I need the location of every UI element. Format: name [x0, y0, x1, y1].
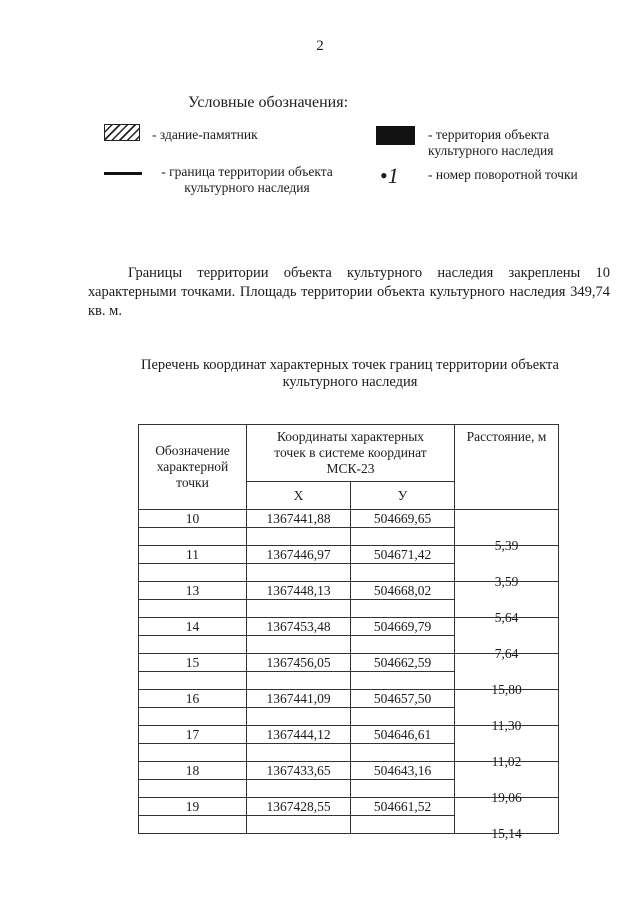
table-row: 13 1367448,13 504668,02 5,64	[139, 582, 559, 600]
coordinates-list-title: Перечень координат характерных точек границ территории объекта культурного наследия	[141, 357, 559, 390]
header-y: У	[351, 482, 455, 510]
coordinates-table	[138, 424, 559, 841]
table-row: 19 1367428,55 504661,52 15,14	[139, 798, 559, 816]
header-distance: Расстояние, м	[455, 425, 559, 510]
legend-monument-label: - здание-памятник	[152, 127, 258, 142]
distance-cell: 5,64	[455, 582, 559, 618]
header-coordinates: Координаты характерных точек в системе координат МСК-23	[247, 425, 455, 482]
legend-territory-label: - территория объекта культурного наследия	[428, 127, 554, 158]
distance-cell: 15,80	[455, 654, 559, 690]
distance-cell: 7,64	[455, 618, 559, 654]
table-row: 15 1367456,05 504662,59 15,80	[139, 654, 559, 672]
black-rect-icon	[376, 126, 415, 145]
table-row: 17 1367444,12 504646,61 11,02	[139, 726, 559, 744]
legend-turn-point-label: - номер поворотной точки	[428, 167, 578, 182]
table-row: 18 1367433,65 504643,16 19,06	[139, 762, 559, 780]
table-row: 14 1367453,48 504669,79 7,64	[139, 618, 559, 636]
distance-cell: 15,14	[455, 798, 559, 834]
boundary-paragraph: Границы территории объекта культурного наследия закреплены 10 характерными точками. Площадь территории объекта культурного наследия 349,74 кв. м.	[88, 265, 610, 319]
distance-cell: 5,39	[455, 510, 559, 546]
table-row: 16 1367441,09 504657,50 11,30	[139, 690, 559, 708]
header-point: Обозначение характерной точки	[139, 425, 247, 510]
table-row: 11 1367446,97 504671,42 3,59	[139, 546, 559, 564]
distance-cell: 11,30	[455, 690, 559, 726]
distance-cell: 11,02	[455, 726, 559, 762]
table-row: 10 1367441,88 504669,65 5,39	[139, 510, 559, 528]
page-number: 2	[316, 38, 324, 54]
legend-border-label: - граница территории объекта культурного наследия	[161, 164, 333, 195]
border-line-icon	[104, 172, 142, 175]
header-x: X	[247, 482, 351, 510]
hatched-box-icon	[104, 124, 140, 141]
distance-cell: 19,06	[455, 762, 559, 798]
distance-cell: 3,59	[455, 546, 559, 582]
legend-title: Условные обозначения:	[188, 94, 349, 111]
turn-point-icon: •1	[380, 163, 399, 188]
